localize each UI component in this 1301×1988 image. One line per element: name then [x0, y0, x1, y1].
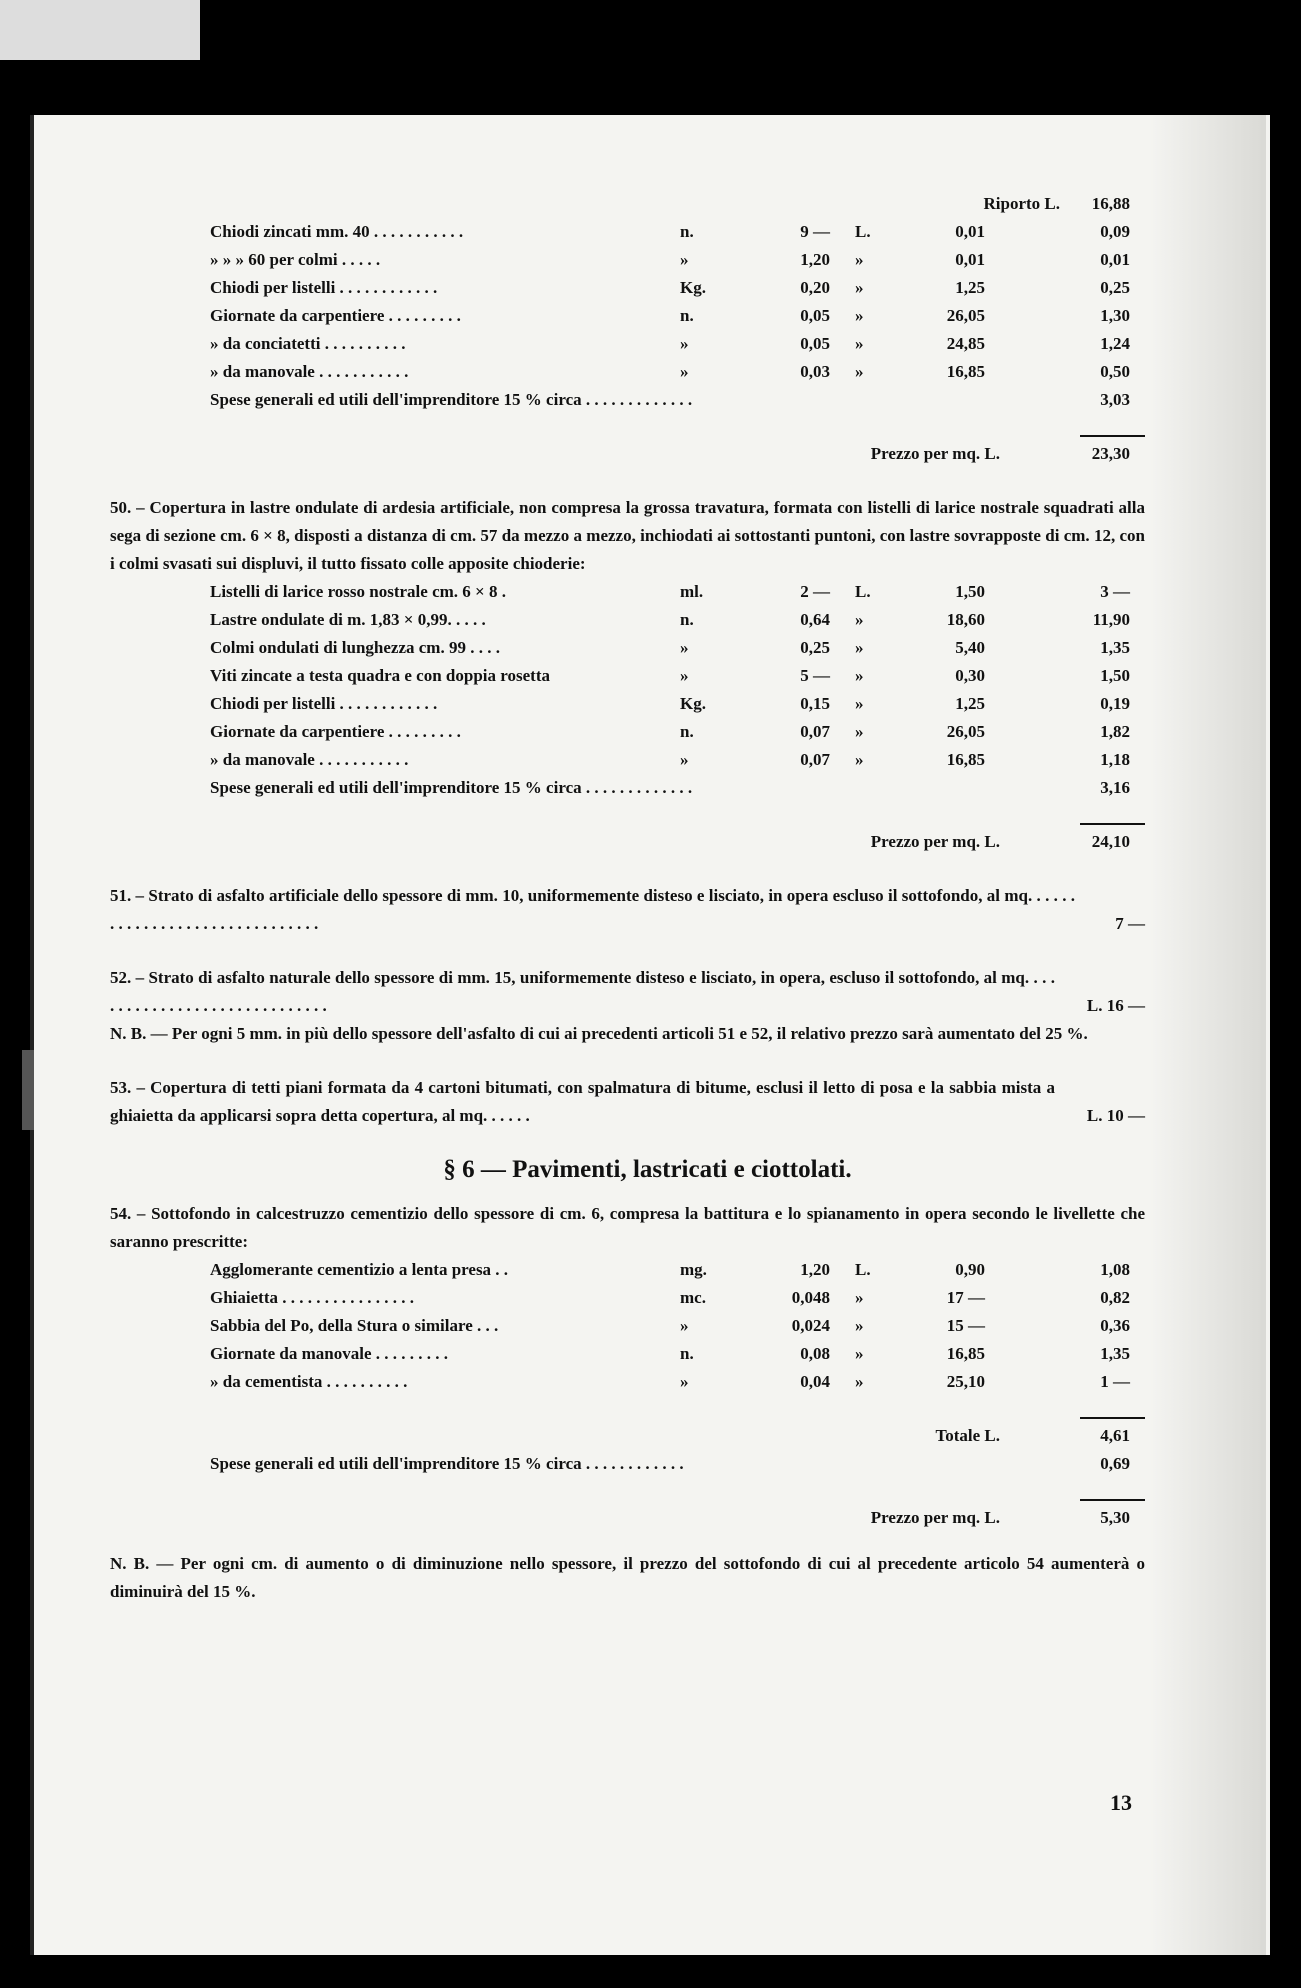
item-label: Agglomerante cementizio a lenta presa . . — [210, 1260, 509, 1279]
item-quantity: 0,03 — [800, 362, 830, 381]
prezzo-amount: 23,30 — [1091, 444, 1130, 463]
item-amount: 0,19 — [1100, 694, 1130, 713]
item-row — [110, 274, 1145, 302]
spese-amount: 3,16 — [1100, 778, 1130, 797]
item-quantity: 0,05 — [800, 334, 830, 353]
item-label: Ghiaietta . . . . . . . . . . . . . . . . — [210, 1288, 414, 1307]
spese-label: Spese generali ed utili dell'imprenditore 15 % circa . . . . . . . . . . . . . — [210, 778, 693, 797]
total-rule — [110, 1496, 1145, 1504]
item-price: 0,90 — [955, 1260, 985, 1279]
item-currency: » — [855, 1288, 864, 1307]
item-currency: » — [855, 362, 864, 381]
article-52-amount: L. 16 — — [1086, 996, 1145, 1015]
prezzo-row — [110, 1504, 1145, 1532]
riporto-row — [110, 190, 1145, 218]
item-amount: 1,35 — [1100, 638, 1130, 657]
item-amount: 3 — — [1100, 582, 1130, 601]
item-quantity: 0,20 — [800, 278, 830, 297]
item-amount: 1,50 — [1100, 666, 1130, 685]
article-52-text — [110, 964, 1145, 1020]
item-quantity: 0,024 — [791, 1316, 830, 1335]
article-51-text — [110, 882, 1145, 938]
item-currency: » — [855, 1372, 864, 1391]
item-row — [110, 606, 1145, 634]
article-52-body: 52. – Strato di asfalto naturale dello spessore di mm. 15, uniformemente disteso e lisciato, in opera, escluso il sottofondo, al mq. . . . . . . . . . . . . . . . . . . . . . . . . . . . . . — [110, 968, 1055, 1015]
prezzo-label: Prezzo per mq. L. — [870, 1508, 1000, 1527]
item-amount: 0,01 — [1100, 250, 1130, 269]
item-row — [110, 246, 1145, 274]
item-currency: » — [855, 722, 864, 741]
riporto-amount: 16,88 — [1091, 194, 1130, 213]
totale-row — [110, 1422, 1145, 1450]
article-50-items — [110, 578, 1145, 774]
prezzo-label: Prezzo per mq. L. — [870, 832, 1000, 851]
spese-label: Spese generali ed utili dell'imprenditore 15 % circa . . . . . . . . . . . . . — [210, 390, 693, 409]
item-quantity: 0,08 — [800, 1344, 830, 1363]
prezzo-label: Prezzo per mq. L. — [870, 444, 1000, 463]
prezzo-row — [110, 440, 1145, 468]
item-unit: Kg. — [680, 694, 706, 713]
item-label: Listelli di larice rosso nostrale cm. 6 × 8 . — [210, 582, 506, 601]
item-quantity: 0,25 — [800, 638, 830, 657]
riporto-label: Riporto L. — [983, 194, 1060, 213]
spese-amount: 0,69 — [1100, 1454, 1130, 1473]
item-currency: » — [855, 1316, 864, 1335]
item-currency: » — [855, 750, 864, 769]
item-unit: mc. — [680, 1288, 706, 1307]
item-price: 15 — — [946, 1316, 985, 1335]
item-unit: n. — [680, 1344, 694, 1363]
page-number: 13 — [1110, 1790, 1132, 1815]
paper-shadow — [1150, 115, 1266, 1955]
item-price: 1,25 — [955, 694, 985, 713]
spese-row — [110, 774, 1145, 802]
item-label: » da conciatetti . . . . . . . . . . — [210, 334, 406, 353]
item-unit: n. — [680, 222, 694, 241]
item-amount: 1,30 — [1100, 306, 1130, 325]
item-label: Sabbia del Po, della Stura o similare . . . — [210, 1316, 499, 1335]
article-53-body: 53. – Copertura di tetti piani formata da 4 cartoni bitumati, con spalmatura di bitume, esclusi il letto di posa e la sabbia mista a ghiaietta da applicarsi sopra detta copertura, al mq. . . . . . — [110, 1078, 1055, 1125]
item-unit: » — [680, 638, 689, 657]
item-label: » » » 60 per colmi . . . . . — [210, 250, 381, 269]
item-label: Viti zincate a testa quadra e con doppia rosetta — [210, 666, 550, 685]
item-currency: L. — [855, 582, 871, 601]
item-quantity: 0,15 — [800, 694, 830, 713]
item-quantity: 0,04 — [800, 1372, 830, 1391]
article-50-text: 50. – Copertura in lastre ondulate di ardesia artificiale, non compresa la grossa travatura, formata con listelli di larice nostrale squadrati alla sega di sezione cm. 6 × 8, disposti a distanza di cm. 57 da mezzo a mezzo, inchiodati ai sottostanti puntoni, con lastre sovrapposte di cm. 12, con i colmi svasati sui displuvi, il tutto fissato colle apposite chioderie: — [110, 498, 1145, 573]
item-row — [110, 634, 1145, 662]
item-currency: » — [855, 334, 864, 353]
item-unit: » — [680, 362, 689, 381]
item-label: Giornate da carpentiere . . . . . . . . . — [210, 722, 461, 741]
item-amount: 1 — — [1100, 1372, 1130, 1391]
item-unit: » — [680, 666, 689, 685]
item-row — [110, 1368, 1145, 1396]
item-quantity: 0,07 — [800, 722, 830, 741]
total-rule — [110, 1414, 1145, 1422]
item-price: 0,01 — [955, 250, 985, 269]
total-rule — [110, 820, 1145, 828]
item-price: 16,85 — [946, 362, 985, 381]
item-row — [110, 578, 1145, 606]
spese-amount: 3,03 — [1100, 390, 1130, 409]
item-label: Giornate da manovale . . . . . . . . . — [210, 1344, 448, 1363]
item-price: 17 — — [946, 1288, 985, 1307]
item-quantity: 1,20 — [800, 250, 830, 269]
item-price: 25,10 — [946, 1372, 985, 1391]
article-54-items — [110, 1256, 1145, 1396]
item-currency: » — [855, 250, 864, 269]
item-price: 16,85 — [946, 1344, 985, 1363]
item-unit: » — [680, 1372, 689, 1391]
item-unit: n. — [680, 610, 694, 629]
item-row — [110, 718, 1145, 746]
item-amount: 11,90 — [1092, 610, 1130, 629]
item-currency: » — [855, 278, 864, 297]
item-unit: n. — [680, 722, 694, 741]
total-rule — [110, 432, 1145, 440]
item-label: » da cementista . . . . . . . . . . — [210, 1372, 408, 1391]
article-51-body: 51. – Strato di asfalto artificiale dello spessore di mm. 10, uniformemente disteso e lisciato, in opera escluso il sottofondo, al mq. . . . . . . . . . . . . . . . . . . . . . . . . . . . . . . — [110, 886, 1075, 933]
item-label: Colmi ondulati di lunghezza cm. 99 . . . . — [210, 638, 500, 657]
item-label: » da manovale . . . . . . . . . . . — [210, 362, 409, 381]
item-label: Lastre ondulate di m. 1,83 × 0,99. . . . . — [210, 610, 486, 629]
item-price: 0,01 — [955, 222, 985, 241]
item-price: 16,85 — [946, 750, 985, 769]
page-content — [110, 190, 1145, 1606]
item-row — [110, 302, 1145, 330]
item-row — [110, 218, 1145, 246]
article-54-nb: N. B. — Per ogni cm. di aumento o di diminuzione nello spessore, il prezzo del sottofondo di cui al precedente articolo 54 aumenterà o diminuirà del 15 %. — [110, 1554, 1145, 1601]
totale-label: Totale L. — [935, 1426, 1000, 1445]
article-52-nb: N. B. — Per ogni 5 mm. in più dello spessore dell'asfalto di cui ai precedenti articoli 51 e 52, il relativo prezzo sarà aumentato del 25 %. — [110, 1024, 1088, 1043]
article-51-amount: 7 — — [1115, 914, 1145, 933]
item-label: Giornate da carpentiere . . . . . . . . . — [210, 306, 461, 325]
article-54-text: 54. – Sottofondo in calcestruzzo cementizio dello spessore di cm. 6, compresa la battitura e lo spianamento in opera secondo le livellette che saranno prescritte: — [110, 1204, 1145, 1251]
item-unit: » — [680, 750, 689, 769]
item-amount: 1,18 — [1100, 750, 1130, 769]
item-currency: » — [855, 666, 864, 685]
item-amount: 0,25 — [1100, 278, 1130, 297]
item-label: » da manovale . . . . . . . . . . . — [210, 750, 409, 769]
item-price: 24,85 — [946, 334, 985, 353]
totale-amount: 4,61 — [1100, 1426, 1130, 1445]
spese-row — [110, 1450, 1145, 1478]
item-unit: » — [680, 334, 689, 353]
item-currency: » — [855, 1344, 864, 1363]
item-label: Chiodi per listelli . . . . . . . . . . . . — [210, 278, 438, 297]
item-quantity: 0,048 — [791, 1288, 830, 1307]
item-currency: L. — [855, 1260, 871, 1279]
item-row — [110, 1256, 1145, 1284]
item-price: 0,30 — [955, 666, 985, 685]
spese-label: Spese generali ed utili dell'imprenditore 15 % circa . . . . . . . . . . . . — [210, 1454, 684, 1473]
item-amount: 1,35 — [1100, 1344, 1130, 1363]
item-label: Chiodi per listelli . . . . . . . . . . . . — [210, 694, 438, 713]
item-amount: 1,08 — [1100, 1260, 1130, 1279]
item-row — [110, 358, 1145, 386]
scan-edge — [0, 0, 200, 60]
item-unit: ml. — [680, 582, 704, 601]
item-unit: » — [680, 1316, 689, 1335]
section-heading: § 6 — Pavimenti, lastricati e ciottolati. — [443, 1156, 852, 1183]
item-amount: 0,50 — [1100, 362, 1130, 381]
prezzo-amount: 24,10 — [1091, 832, 1130, 851]
item-row — [110, 662, 1145, 690]
item-quantity: 9 — — [800, 222, 830, 241]
item-amount: 0,36 — [1100, 1316, 1130, 1335]
item-unit: Kg. — [680, 278, 706, 297]
item-quantity: 0,07 — [800, 750, 830, 769]
item-currency: » — [855, 638, 864, 657]
article-53-amount: L. 10 — — [1086, 1106, 1145, 1125]
item-price: 26,05 — [946, 722, 985, 741]
item-price: 1,25 — [955, 278, 985, 297]
item-currency: » — [855, 306, 864, 325]
item-quantity: 0,05 — [800, 306, 830, 325]
item-currency: » — [855, 610, 864, 629]
item-unit: mg. — [680, 1260, 707, 1279]
item-row — [110, 330, 1145, 358]
item-price: 18,60 — [946, 610, 985, 629]
item-row — [110, 746, 1145, 774]
item-amount: 0,82 — [1100, 1288, 1130, 1307]
item-price: 5,40 — [955, 638, 985, 657]
item-price: 26,05 — [946, 306, 985, 325]
item-unit: n. — [680, 306, 694, 325]
item-quantity: 1,20 — [800, 1260, 830, 1279]
item-amount: 1,24 — [1100, 334, 1130, 353]
item-currency: L. — [855, 222, 871, 241]
item-quantity: 2 — — [800, 582, 830, 601]
item-row — [110, 690, 1145, 718]
item-price: 1,50 — [955, 582, 985, 601]
section-a-items — [110, 218, 1145, 386]
item-currency: » — [855, 694, 864, 713]
item-amount: 1,82 — [1100, 722, 1130, 741]
item-amount: 0,09 — [1100, 222, 1130, 241]
item-label: Chiodi zincati mm. 40 . . . . . . . . . . . — [210, 222, 464, 241]
item-row — [110, 1312, 1145, 1340]
item-quantity: 0,64 — [800, 610, 830, 629]
item-row — [110, 1284, 1145, 1312]
binding-mark — [22, 1050, 34, 1130]
item-unit: » — [680, 250, 689, 269]
prezzo-row — [110, 828, 1145, 856]
article-53-text — [110, 1074, 1145, 1130]
item-quantity: 5 — — [800, 666, 830, 685]
item-row — [110, 1340, 1145, 1368]
spese-row — [110, 386, 1145, 414]
prezzo-amount: 5,30 — [1100, 1508, 1130, 1527]
